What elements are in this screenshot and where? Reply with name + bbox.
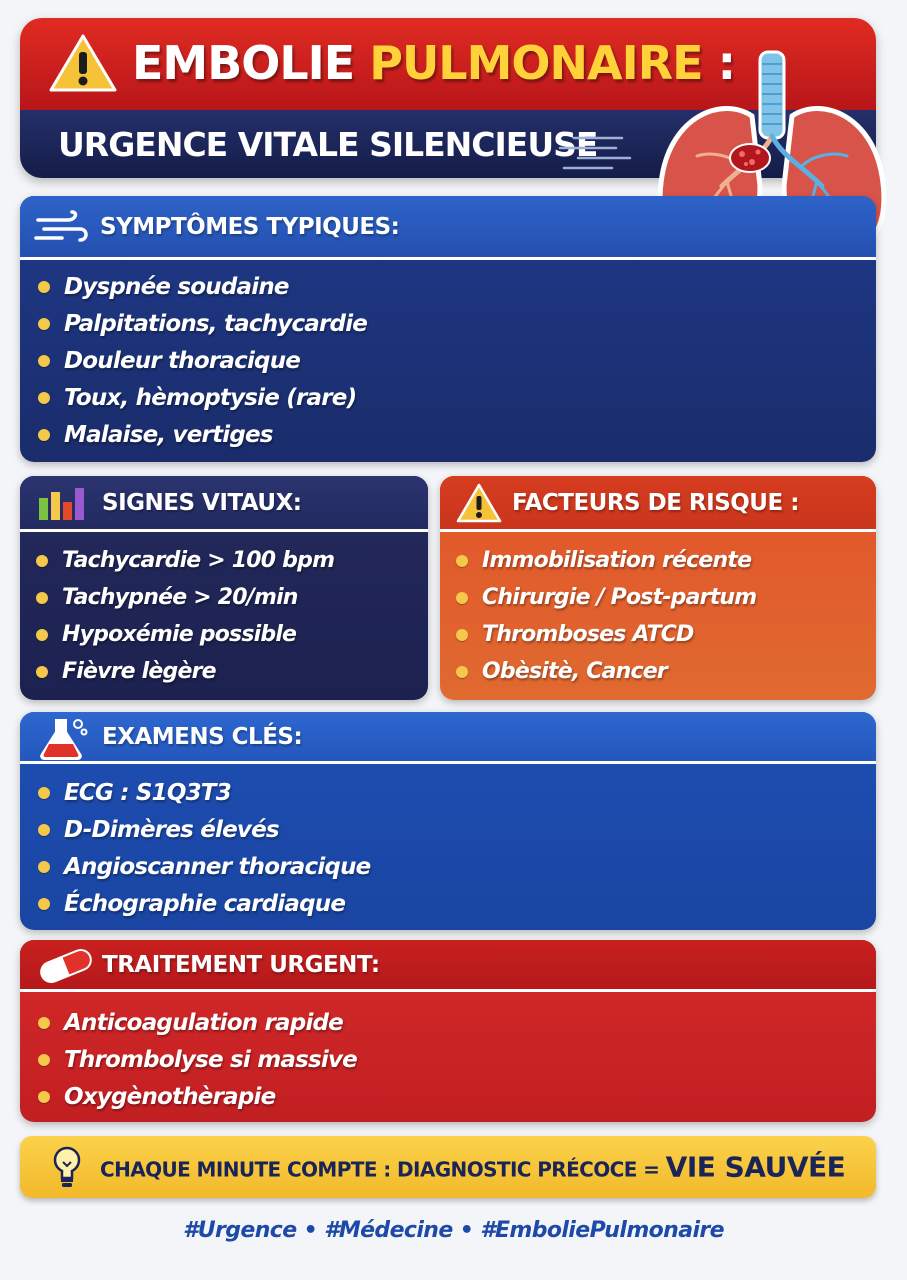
title-part-2: PULMONAIRE <box>369 36 703 90</box>
list-item <box>38 416 367 453</box>
list-item <box>38 811 370 848</box>
symptoms-card-title: SYMPTÔMES TYPIQUES: <box>100 213 400 240</box>
exams-list <box>38 774 370 922</box>
bar-chart-icon <box>38 486 88 520</box>
list-item <box>36 616 334 653</box>
list-item <box>456 542 756 579</box>
list-item-text: Oxygènothèrapie <box>64 1083 276 1110</box>
list-item <box>456 616 756 653</box>
list-item-text: Tachypnée > 20/min <box>62 585 298 610</box>
bullet-dot <box>38 392 50 404</box>
vital-signs-card-title: SIGNES VITAUX: <box>102 489 302 516</box>
bullet-dot <box>38 318 50 330</box>
bullet-dot <box>456 666 468 678</box>
symptoms-list <box>38 268 367 453</box>
exams-card-title: EXAMENS CLÉS: <box>102 723 303 750</box>
list-item-text: Fièvre lègère <box>62 659 216 684</box>
speed-lines-icon <box>552 134 632 178</box>
hashtags: #Urgence • #Médecine • #EmboliePulmonaire <box>183 1218 724 1243</box>
bullet-dot <box>38 898 50 910</box>
list-item <box>38 342 367 379</box>
banner-message <box>100 1151 845 1184</box>
list-item <box>38 1078 357 1115</box>
list-item-text: Hypoxémie possible <box>62 622 297 647</box>
list-item <box>36 579 334 616</box>
page-subtitle: URGENCE VITALE SILENCIEUSE <box>58 125 598 164</box>
treatment-card <box>20 940 876 1122</box>
bullet-dot <box>36 592 48 604</box>
list-item-text: Angioscanner thoracique <box>64 853 371 880</box>
list-item <box>36 653 334 690</box>
treatment-card-header <box>20 940 876 992</box>
bullet-dot <box>456 629 468 641</box>
list-item <box>36 542 334 579</box>
vital-signs-card-header <box>20 476 428 532</box>
bullet-dot <box>38 1091 50 1103</box>
list-item <box>456 579 756 616</box>
bullet-dot <box>38 787 50 799</box>
bullet-dot <box>36 555 48 567</box>
list-item-text: Immobilisation récente <box>482 548 752 573</box>
flask-icon <box>36 716 90 760</box>
vital-signs-card <box>20 476 428 700</box>
vital-signs-list <box>36 542 334 690</box>
warning-icon <box>456 482 502 524</box>
risk-factors-list <box>456 542 756 690</box>
list-item <box>38 1041 357 1078</box>
risk-factors-card-header <box>440 476 876 532</box>
bullet-dot <box>38 1054 50 1066</box>
list-item-text: Échographie cardiaque <box>64 890 346 917</box>
title-colon: : <box>702 36 735 90</box>
title-part-1: EMBOLIE <box>132 36 370 90</box>
list-item-text: Dyspnée soudaine <box>64 273 289 300</box>
bullet-dot <box>456 592 468 604</box>
list-item-text: D-Dimères élevés <box>64 816 279 843</box>
list-item-text: Douleur thoracique <box>64 347 301 374</box>
list-item-text: Thromboses ATCD <box>482 622 694 647</box>
warning-icon <box>48 32 118 94</box>
list-item-text: Tachycardie > 100 bpm <box>62 548 335 573</box>
symptoms-card <box>20 196 876 462</box>
risk-factors-card-title: FACTEURS DE RISQUE : <box>512 489 799 516</box>
list-item-text: Palpitations, tachycardie <box>64 310 368 337</box>
bullet-dot <box>38 281 50 293</box>
banner-text-part-1: CHAQUE MINUTE COMPTE : DIAGNOSTIC PRÉCOCE = <box>100 1157 666 1182</box>
key-message-banner <box>20 1136 876 1198</box>
list-item-text: Obèsitè, Cancer <box>482 659 667 684</box>
treatment-list <box>38 1004 357 1115</box>
list-item-text: Toux, hèmoptysie (rare) <box>64 384 357 411</box>
list-item <box>38 848 370 885</box>
banner-text-part-2: VIE SAUVÉE <box>665 1150 846 1184</box>
list-item <box>38 268 367 305</box>
list-item <box>38 885 370 922</box>
bullet-dot <box>38 824 50 836</box>
list-item <box>38 774 370 811</box>
bullet-dot <box>36 629 48 641</box>
list-item-text: Malaise, vertiges <box>64 421 273 448</box>
bullet-dot <box>38 429 50 441</box>
list-item <box>38 379 367 416</box>
symptoms-card-header <box>20 196 876 260</box>
bullet-dot <box>38 861 50 873</box>
list-item-text: Thrombolyse si massive <box>64 1046 357 1073</box>
bullet-dot <box>36 666 48 678</box>
list-item-text: Anticoagulation rapide <box>64 1009 343 1036</box>
page-title <box>132 36 735 90</box>
list-item-text: Chirurgie / Post-partum <box>482 585 757 610</box>
exams-card <box>20 712 876 930</box>
list-item <box>38 305 367 342</box>
exams-card-header <box>20 712 876 764</box>
bullet-dot <box>38 355 50 367</box>
list-item-text: ECG : S1Q3T3 <box>64 779 231 806</box>
wind-icon <box>34 210 90 246</box>
list-item <box>456 653 756 690</box>
risk-factors-card <box>440 476 876 700</box>
bullet-dot <box>456 555 468 567</box>
bullet-dot <box>38 1017 50 1029</box>
lightbulb-icon <box>50 1144 84 1190</box>
list-item <box>38 1004 357 1041</box>
treatment-card-title: TRAITEMENT URGENT: <box>102 951 380 978</box>
pill-icon <box>36 948 96 984</box>
